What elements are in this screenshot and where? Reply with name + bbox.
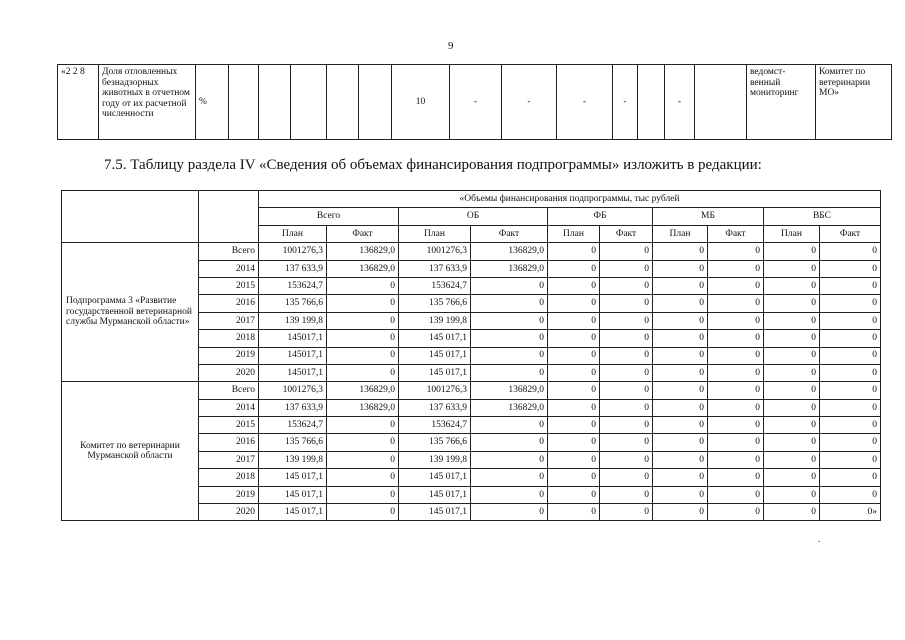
group-header: Всего — [259, 208, 399, 225]
value-cell: 0 — [764, 295, 820, 312]
year-cell: 2018 — [199, 330, 259, 347]
value-cell: 136829,0 — [327, 382, 399, 399]
value-cell: 145 017,1 — [399, 330, 471, 347]
value-cell: 135 766,6 — [399, 295, 471, 312]
indicator-value: 10 — [392, 65, 450, 140]
value-cell: 145 017,1 — [259, 486, 327, 503]
value-cell: 0 — [548, 243, 600, 260]
value-cell: 0 — [600, 382, 653, 399]
value-cell: 0 — [471, 504, 548, 521]
value-cell: 0 — [327, 330, 399, 347]
caption-row — [62, 191, 881, 208]
group-header: ОБ — [399, 208, 548, 225]
year-cell: 2018 — [199, 469, 259, 486]
year-cell: 2019 — [199, 486, 259, 503]
value-cell: 0 — [548, 364, 600, 381]
value-cell: 0 — [548, 312, 600, 329]
value-cell: 0 — [471, 330, 548, 347]
empty-cell — [638, 65, 665, 140]
value-cell: 0 — [600, 469, 653, 486]
value-cell: 0 — [471, 347, 548, 364]
value-cell: 0 — [820, 312, 881, 329]
value-cell: 0 — [820, 486, 881, 503]
year-cell: 2016 — [199, 434, 259, 451]
value-cell: 1001276,3 — [399, 382, 471, 399]
value-cell: 137 633,9 — [399, 260, 471, 277]
value-cell: 0 — [653, 469, 708, 486]
value-cell: 137 633,9 — [259, 399, 327, 416]
value-cell: 0 — [764, 417, 820, 434]
year-cell: 2014 — [199, 260, 259, 277]
value-cell: 0 — [327, 504, 399, 521]
empty-cell — [695, 65, 747, 140]
value-cell: 0 — [764, 277, 820, 294]
value-cell: 0 — [653, 295, 708, 312]
value-cell: 0 — [820, 382, 881, 399]
value-cell: 0 — [708, 330, 764, 347]
value-cell: 0 — [764, 486, 820, 503]
value-cell: 0 — [820, 277, 881, 294]
value-cell: 0 — [471, 434, 548, 451]
value-cell: 0 — [820, 243, 881, 260]
value-cell: 0 — [548, 504, 600, 521]
value-cell: 0 — [327, 347, 399, 364]
value-cell: 136829,0 — [327, 243, 399, 260]
year-cell: 2015 — [199, 417, 259, 434]
value-cell: 0 — [600, 417, 653, 434]
value-cell: 1001276,3 — [259, 243, 327, 260]
value-cell: 0 — [548, 295, 600, 312]
value-cell: 145017,1 — [259, 364, 327, 381]
year-cell: 2016 — [199, 295, 259, 312]
value-cell: 0 — [471, 312, 548, 329]
value-cell: 0 — [708, 260, 764, 277]
indicator-dash: - — [557, 65, 613, 140]
value-cell: 0 — [820, 330, 881, 347]
value-cell: 0 — [600, 399, 653, 416]
value-cell: 0 — [820, 347, 881, 364]
value-cell: 0 — [327, 277, 399, 294]
value-cell: 0 — [764, 243, 820, 260]
group-header: ВБС — [764, 208, 881, 225]
value-cell: 0 — [548, 330, 600, 347]
value-cell: 145 017,1 — [399, 347, 471, 364]
value-cell: 0 — [764, 469, 820, 486]
empty-cell — [327, 65, 359, 140]
value-cell: 0 — [653, 347, 708, 364]
value-cell: 139 199,8 — [399, 312, 471, 329]
table-row — [62, 382, 881, 399]
value-cell: 135 766,6 — [259, 295, 327, 312]
value-cell: 153624,7 — [259, 277, 327, 294]
value-cell: 0 — [708, 486, 764, 503]
year-cell: Всего — [199, 243, 259, 260]
value-cell: 0 — [708, 243, 764, 260]
value-cell: 153624,7 — [399, 277, 471, 294]
value-cell: 0 — [600, 347, 653, 364]
value-cell: 136829,0 — [327, 260, 399, 277]
value-cell: 145 017,1 — [259, 469, 327, 486]
value-cell: 0 — [600, 504, 653, 521]
empty-cell — [291, 65, 327, 140]
value-cell: 0 — [708, 469, 764, 486]
subheader: Факт — [471, 225, 548, 242]
corner-cell — [62, 191, 199, 243]
value-cell: 0 — [327, 312, 399, 329]
year-cell: 2020 — [199, 504, 259, 521]
indicator-table — [57, 64, 892, 140]
year-cell: 2017 — [199, 312, 259, 329]
value-cell: 137 633,9 — [259, 260, 327, 277]
value-cell: 0 — [327, 417, 399, 434]
year-cell: 2019 — [199, 347, 259, 364]
year-cell: 2020 — [199, 364, 259, 381]
year-cell: 2017 — [199, 451, 259, 468]
value-cell: 0 — [600, 243, 653, 260]
value-cell: 0 — [653, 382, 708, 399]
value-cell: 0 — [653, 277, 708, 294]
indicator-dash: - — [665, 65, 695, 140]
value-cell: 145017,1 — [259, 347, 327, 364]
value-cell: 0 — [708, 295, 764, 312]
empty-cell — [359, 65, 392, 140]
value-cell: 0 — [708, 417, 764, 434]
value-cell: 0 — [548, 486, 600, 503]
value-cell: 0 — [327, 434, 399, 451]
subheader: Факт — [820, 225, 881, 242]
value-cell: 136829,0 — [471, 382, 548, 399]
value-cell: 0 — [653, 417, 708, 434]
value-cell: 0 — [653, 312, 708, 329]
value-cell: 0 — [600, 330, 653, 347]
value-cell: 0 — [764, 382, 820, 399]
value-cell: 0 — [548, 417, 600, 434]
value-cell: 0 — [653, 451, 708, 468]
value-cell: 0 — [600, 486, 653, 503]
value-cell: 0 — [327, 469, 399, 486]
value-cell: 135 766,6 — [259, 434, 327, 451]
value-cell: 0 — [548, 469, 600, 486]
value-cell: 145 017,1 — [399, 486, 471, 503]
value-cell: 136829,0 — [471, 399, 548, 416]
value-cell: 0 — [708, 364, 764, 381]
value-cell: 145 017,1 — [399, 364, 471, 381]
subheader: Факт — [708, 225, 764, 242]
value-cell: 0 — [764, 347, 820, 364]
value-cell: 0 — [653, 504, 708, 521]
subheader: План — [399, 225, 471, 242]
value-cell: 0 — [764, 451, 820, 468]
value-cell: 0 — [471, 486, 548, 503]
table-row — [62, 243, 881, 260]
value-cell: 0 — [600, 451, 653, 468]
empty-cell — [259, 65, 291, 140]
value-cell: 0 — [764, 312, 820, 329]
value-cell: 0 — [820, 417, 881, 434]
section-heading: 7.5. Таблицу раздела IV «Сведения об объемах финансирования подпрограммы» изложить в редакции: — [104, 157, 762, 173]
value-cell: 139 199,8 — [259, 451, 327, 468]
value-cell: 1001276,3 — [399, 243, 471, 260]
block-label: Подпрограмма 3 «Развитие государственной ветеринарной службы Мурманской области» — [62, 243, 199, 382]
value-cell: 0 — [600, 364, 653, 381]
value-cell: 153624,7 — [259, 417, 327, 434]
value-cell: 0 — [548, 399, 600, 416]
value-cell: 0 — [471, 277, 548, 294]
value-cell: 0 — [820, 434, 881, 451]
year-cell: 2015 — [199, 277, 259, 294]
finance-table — [61, 190, 881, 521]
value-cell: 0 — [548, 260, 600, 277]
value-cell: 0 — [600, 434, 653, 451]
value-cell: 137 633,9 — [399, 399, 471, 416]
subheader: Факт — [600, 225, 653, 242]
value-cell: 0 — [764, 260, 820, 277]
value-cell: 0 — [471, 469, 548, 486]
subheader: Факт — [327, 225, 399, 242]
value-cell: 0 — [548, 382, 600, 399]
value-cell: 145 017,1 — [399, 469, 471, 486]
indicator-row — [58, 65, 892, 140]
value-cell: 0 — [708, 451, 764, 468]
value-cell: 0» — [820, 504, 881, 521]
value-cell: 0 — [327, 486, 399, 503]
indicator-source: ведомст-венный мониторинг — [747, 65, 816, 140]
value-cell: 0 — [708, 312, 764, 329]
value-cell: 0 — [548, 434, 600, 451]
value-cell: 145 017,1 — [399, 504, 471, 521]
value-cell: 139 199,8 — [259, 312, 327, 329]
value-cell: 0 — [820, 399, 881, 416]
indicator-number: «2 2 8 — [58, 65, 99, 140]
value-cell: 0 — [471, 295, 548, 312]
group-header: ФБ — [548, 208, 653, 225]
value-cell: 0 — [708, 434, 764, 451]
value-cell: 0 — [653, 260, 708, 277]
value-cell: 0 — [820, 260, 881, 277]
value-cell: 139 199,8 — [399, 451, 471, 468]
value-cell: 0 — [471, 364, 548, 381]
value-cell: 0 — [764, 434, 820, 451]
indicator-responsible: Комитет по ветеринарии МО» — [816, 65, 892, 140]
indicator-dash: - — [502, 65, 557, 140]
value-cell: 0 — [653, 330, 708, 347]
value-cell: 0 — [820, 451, 881, 468]
value-cell: 0 — [708, 382, 764, 399]
indicator-dash: - — [450, 65, 502, 140]
value-cell: 0 — [653, 364, 708, 381]
value-cell: 1001276,3 — [259, 382, 327, 399]
value-cell: 0 — [327, 364, 399, 381]
value-cell: 0 — [600, 312, 653, 329]
value-cell: 136829,0 — [327, 399, 399, 416]
value-cell: 0 — [708, 277, 764, 294]
value-cell: 153624,7 — [399, 417, 471, 434]
value-cell: 0 — [764, 330, 820, 347]
value-cell: 0 — [653, 486, 708, 503]
stray-mark: . — [818, 534, 821, 544]
value-cell: 0 — [600, 277, 653, 294]
empty-cell — [229, 65, 259, 140]
value-cell: 135 766,6 — [399, 434, 471, 451]
indicator-unit: % — [196, 65, 229, 140]
value-cell: 0 — [820, 295, 881, 312]
block-label: Комитет по ветеринарии Мурманской области — [62, 382, 199, 521]
value-cell: 0 — [708, 504, 764, 521]
value-cell: 145017,1 — [259, 330, 327, 347]
subheader: План — [548, 225, 600, 242]
value-cell: 0 — [653, 399, 708, 416]
value-cell: 0 — [548, 277, 600, 294]
value-cell: 0 — [820, 469, 881, 486]
page-number: 9 — [448, 40, 454, 52]
value-cell: 0 — [820, 364, 881, 381]
value-cell: 136829,0 — [471, 243, 548, 260]
value-cell: 0 — [653, 434, 708, 451]
value-cell: 0 — [548, 451, 600, 468]
year-cell: 2014 — [199, 399, 259, 416]
value-cell: 0 — [653, 243, 708, 260]
value-cell: 0 — [708, 399, 764, 416]
indicator-dash: - — [613, 65, 638, 140]
value-cell: 0 — [764, 399, 820, 416]
value-cell: 0 — [548, 347, 600, 364]
value-cell: 136829,0 — [471, 260, 548, 277]
indicator-name: Доля отловленных безнадзорных животных в отчетном году от их расчетной численности — [99, 65, 196, 140]
value-cell: 0 — [327, 295, 399, 312]
value-cell: 145 017,1 — [259, 504, 327, 521]
subheader: План — [653, 225, 708, 242]
value-cell: 0 — [764, 364, 820, 381]
year-cell: Всего — [199, 382, 259, 399]
value-cell: 0 — [327, 451, 399, 468]
subheader: План — [259, 225, 327, 242]
value-cell: 0 — [764, 504, 820, 521]
group-header: МБ — [653, 208, 764, 225]
value-cell: 0 — [600, 295, 653, 312]
corner-cell — [199, 191, 259, 243]
value-cell: 0 — [708, 347, 764, 364]
value-cell: 0 — [471, 451, 548, 468]
table-caption: «Объемы финансирования подпрограммы, тыс рублей — [259, 191, 881, 208]
value-cell: 0 — [471, 417, 548, 434]
subheader: План — [764, 225, 820, 242]
value-cell: 0 — [600, 260, 653, 277]
